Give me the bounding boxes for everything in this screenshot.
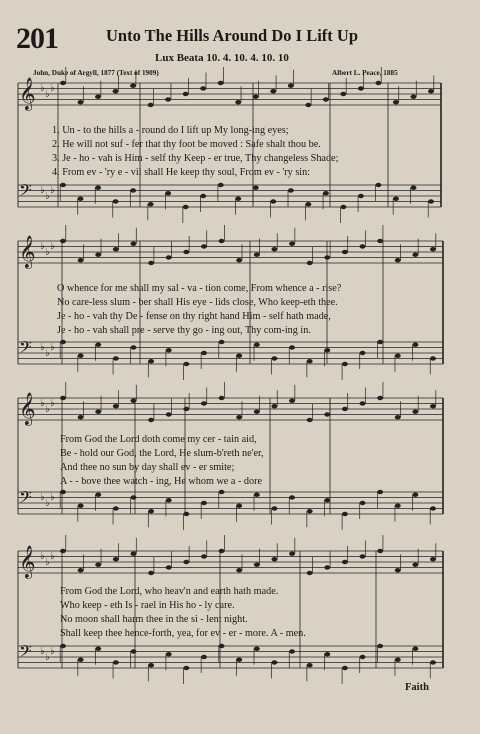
notehead [410,95,416,99]
notehead [271,247,277,251]
notehead [60,183,66,187]
notehead [148,359,154,363]
notehead [253,95,259,99]
notehead [148,663,154,667]
flat-icon: ♭ [45,557,50,568]
flat-icon: ♭ [40,241,45,252]
notehead [430,557,436,561]
notehead [130,649,136,653]
notehead [130,552,136,556]
notehead [235,197,241,201]
notehead [166,412,172,416]
notehead [219,490,225,494]
notehead [200,194,206,198]
notehead [340,92,346,96]
notehead [377,340,383,344]
notehead [236,415,242,419]
notehead [130,188,136,192]
notehead [254,343,260,347]
notehead [430,660,436,664]
notehead [393,100,399,104]
notehead [412,647,418,651]
notehead [95,186,101,190]
notehead [95,253,101,257]
notehead [60,396,66,400]
flat-icon: ♭ [45,652,50,663]
notehead [165,191,171,195]
notehead [289,649,295,653]
notehead [428,89,434,93]
treble-clef-icon: 𝄞 [19,392,36,425]
notehead [410,186,416,190]
lyric-line: Je - ho - vah shall pre - serve thy go - ing out, Thy com-ing in. [57,325,311,336]
notehead [307,509,313,513]
notehead [95,493,101,497]
notehead [78,258,84,262]
lyric-line: 4. From ev - 'ry e - vil shall He keep thy soul, From ev - 'ry sin: [52,167,311,178]
notehead [289,495,295,499]
notehead [377,490,383,494]
notehead [78,100,84,104]
lyric-line: Je - ho - vah thy De - fense on thy right hand Him - self hath made, [57,311,331,322]
treble-clef-icon: 𝄞 [19,545,36,578]
flat-icon: ♭ [45,498,50,509]
notehead [358,194,364,198]
notehead [95,563,101,567]
notehead [219,340,225,344]
lyric-line: And thee no sun by day shall ev - er smite; [60,462,235,473]
notehead [342,250,348,254]
notehead [130,84,136,88]
lyric-line: 3. Je - ho - vah is Him - self thy Keep - er true, Thy changeless Shade; [52,153,339,164]
notehead [113,660,119,664]
flat-icon: ♭ [50,342,55,353]
notehead [236,354,242,358]
notehead [307,359,313,363]
lyric-line: From God the Lord, who heav'n and earth hath made. [60,586,279,597]
notehead [183,407,189,411]
notehead [395,258,401,262]
notehead [358,86,364,90]
notehead [200,86,206,90]
notehead [342,362,348,366]
notehead [219,239,225,243]
notehead [113,247,119,251]
notehead [254,253,260,257]
notehead [166,498,172,502]
notehead [271,356,277,360]
notehead [113,506,119,510]
notehead [395,354,401,358]
notehead [201,351,207,355]
notehead [219,396,225,400]
lyric-line: No moon shall harm thee in the si - lent night. [60,614,248,625]
notehead [307,418,313,422]
flat-icon: ♭ [50,646,55,657]
notehead [60,340,66,344]
notehead [218,183,224,187]
notehead [201,554,207,558]
notehead [78,504,84,508]
notehead [113,199,119,203]
flat-icon: ♭ [50,83,55,94]
lyric-line: 1. Un - to the hills a - round do I lift up My long-ing eyes; [52,125,289,136]
notehead [324,652,330,656]
notehead [360,655,366,659]
notehead [254,647,260,651]
hymn-title: Unto The Hills Around Do I Lift Up [106,26,358,45]
notehead [377,396,383,400]
notehead [60,549,66,553]
notehead [183,92,189,96]
notehead [324,565,330,569]
notehead [236,658,242,662]
notehead [60,490,66,494]
notehead [236,258,242,262]
notehead [148,571,154,575]
notehead [166,652,172,656]
notehead [289,552,295,556]
notehead [78,415,84,419]
bass-clef-icon: 𝄢 [19,180,32,204]
notehead [360,501,366,505]
notehead [183,666,189,670]
lyric-line: From God the Lord doth come my cer - tain aid, [60,434,257,445]
flat-icon: ♭ [40,185,45,196]
flat-icon: ♭ [45,191,50,202]
notehead [430,356,436,360]
notehead [271,557,277,561]
notehead [236,568,242,572]
notehead [60,644,66,648]
notehead [360,351,366,355]
notehead [113,557,119,561]
tune-name-meter: Lux Beata 10. 4. 10. 4. 10. 10 [155,52,289,64]
notehead [395,658,401,662]
notehead [305,103,311,107]
notehead [183,560,189,564]
notehead [323,191,329,195]
notehead [307,571,313,575]
notehead [219,549,225,553]
notehead [430,247,436,251]
notehead [95,647,101,651]
treble-clef-icon: 𝄞 [19,77,36,110]
notehead [360,554,366,558]
notehead [324,498,330,502]
notehead [95,343,101,347]
notehead [288,188,294,192]
notehead [218,81,224,85]
flat-icon: ♭ [40,551,45,562]
flat-icon: ♭ [50,398,55,409]
notehead [183,250,189,254]
notehead [201,244,207,248]
notehead [254,493,260,497]
notehead [201,401,207,405]
notehead [148,103,154,107]
flat-icon: ♭ [50,185,55,196]
notehead [395,504,401,508]
notehead [324,255,330,259]
notehead [324,412,330,416]
notehead [201,501,207,505]
notehead [78,197,84,201]
notehead [95,95,101,99]
notehead [130,495,136,499]
notehead [166,565,172,569]
notehead [430,506,436,510]
flat-icon: ♭ [45,404,50,415]
flat-icon: ♭ [40,646,45,657]
notehead [113,404,119,408]
notehead [360,401,366,405]
treble-clef-icon: 𝄞 [19,235,36,268]
notehead [236,504,242,508]
notehead [288,84,294,88]
flat-icon: ♭ [50,241,55,252]
notehead [412,493,418,497]
topic-label: Faith [405,682,429,693]
notehead [324,348,330,352]
notehead [323,97,329,101]
notehead [342,666,348,670]
notehead [393,197,399,201]
notehead [289,345,295,349]
flat-icon: ♭ [50,492,55,503]
notehead [78,568,84,572]
notehead [165,97,171,101]
composer-credit: Albert L. Peace, 1885 [332,69,398,77]
flat-icon: ♭ [40,492,45,503]
notehead [183,205,189,209]
flat-icon: ♭ [45,348,50,359]
notehead [342,407,348,411]
notehead [113,89,119,93]
notehead [377,644,383,648]
notehead [254,410,260,414]
notehead [271,506,277,510]
lyric-line: No care-less slum - ber shall His eye - lids close, Who keep-eth thee. [57,297,338,308]
notehead [271,404,277,408]
notehead [270,199,276,203]
notehead [307,663,313,667]
notehead [377,549,383,553]
notehead [395,568,401,572]
notehead [130,399,136,403]
bass-clef-icon: 𝄢 [19,641,32,665]
notehead [412,410,418,414]
notehead [130,242,136,246]
notehead [166,255,172,259]
flat-icon: ♭ [40,398,45,409]
notehead [183,512,189,516]
bass-clef-icon: 𝄢 [19,337,32,361]
notehead [412,563,418,567]
notehead [95,410,101,414]
notehead [235,100,241,104]
bass-clef-icon: 𝄢 [19,487,32,511]
notehead [78,658,84,662]
notehead [148,418,154,422]
notehead [201,655,207,659]
notehead [254,563,260,567]
flat-icon: ♭ [40,83,45,94]
notehead [377,239,383,243]
notehead [342,560,348,564]
notehead [270,89,276,93]
notehead [307,261,313,265]
notehead [412,343,418,347]
notehead [342,512,348,516]
notehead [148,261,154,265]
author-credit: John, Duke of Argyll, 1877 (Text of 1909) [33,69,159,77]
notehead [78,354,84,358]
flat-icon: ♭ [45,247,50,258]
notehead [395,415,401,419]
notehead [289,242,295,246]
notehead [305,202,311,206]
lyric-line: Who keep - eth Is - rael in His ho - ly care. [60,600,235,611]
lyric-line: O whence for me shall my sal - va - tion come, From whence a - rise? [57,283,342,294]
flat-icon: ♭ [40,342,45,353]
notehead [289,399,295,403]
notehead [60,239,66,243]
notehead [375,183,381,187]
hymn-number: 201 [16,22,58,55]
notehead [430,404,436,408]
flat-icon: ♭ [50,551,55,562]
flat-icon: ♭ [45,89,50,100]
notehead [148,202,154,206]
notehead [253,186,259,190]
notehead [219,644,225,648]
notehead [183,362,189,366]
notehead [166,348,172,352]
notehead [428,199,434,203]
notehead [271,660,277,664]
lyric-line: 2. He will not suf - fer that thy foot be moved : Safe shalt thou be. [52,139,321,150]
notehead [148,509,154,513]
lyric-line: A - - bove thee watch - ing, He whom we a - dore [60,476,262,487]
notehead [412,253,418,257]
notehead [130,345,136,349]
lyric-line: Be - hold our God, the Lord, He slum-b'reth ne'er, [60,448,264,459]
notehead [60,81,66,85]
notehead [340,205,346,209]
lyric-line: Shall keep thee hence-forth, yea, for ev - er - more. A - men. [60,628,306,639]
notehead [360,244,366,248]
notehead [375,81,381,85]
notehead [113,356,119,360]
